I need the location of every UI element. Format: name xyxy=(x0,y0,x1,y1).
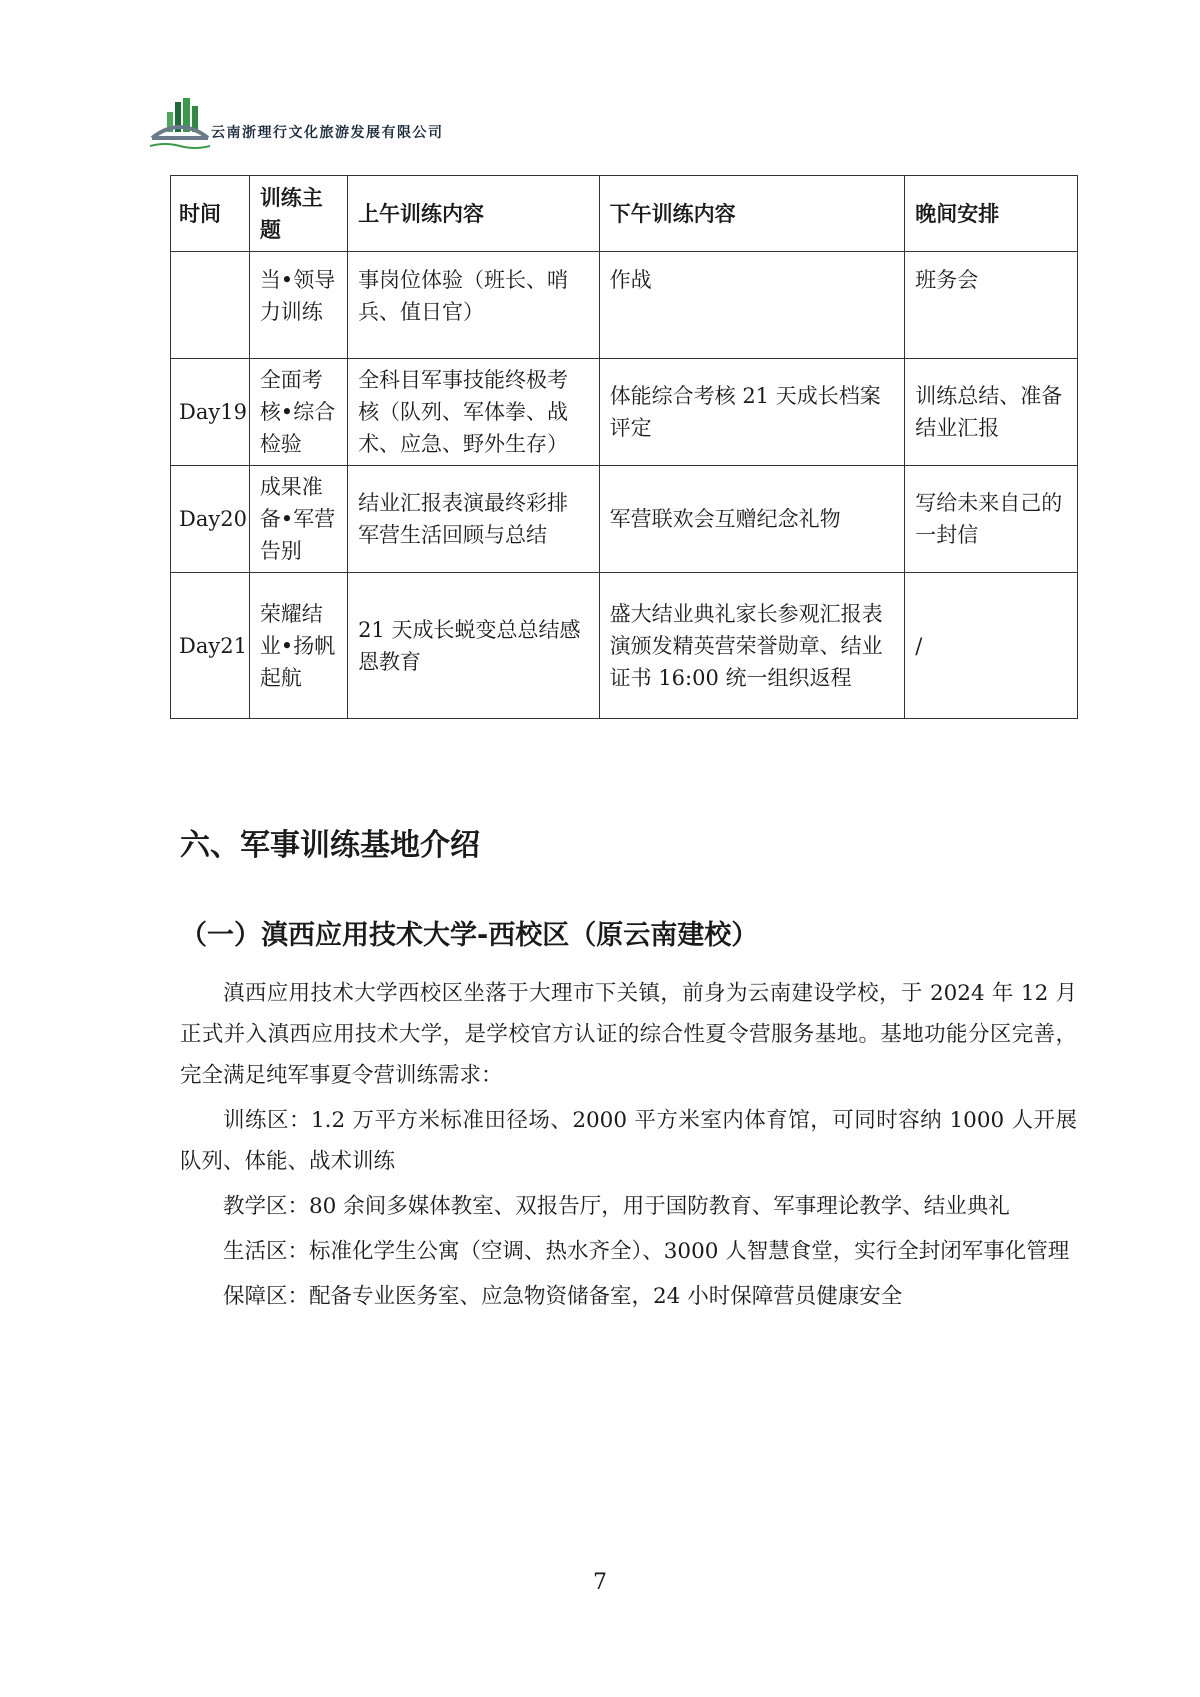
section-body xyxy=(180,973,1077,1321)
company-logo-icon xyxy=(150,96,210,150)
cell-evening: / xyxy=(905,573,1078,719)
cell-morning: 结业汇报表演最终彩排军营生活回顾与总结 xyxy=(348,466,600,573)
training-schedule-table xyxy=(170,175,1078,719)
header-morning: 上午训练内容 xyxy=(348,176,600,252)
cell-afternoon: 军营联欢会互赠纪念礼物 xyxy=(599,466,905,573)
cell-theme: 成果准备•军营告别 xyxy=(249,466,347,573)
section-heading: 六、军事训练基地介绍 xyxy=(180,828,480,863)
table-row xyxy=(171,359,1078,466)
paragraph-training-area: 训练区：1.2 万平方米标准田径场、2000 平方米室内体育馆，可同时容纳 1000 人开展队列、体能、战术训练 xyxy=(180,1108,1077,1174)
cell-time: Day20 xyxy=(171,466,250,573)
cell-theme: 荣耀结业•扬帆起航 xyxy=(249,573,347,719)
paragraph-living-area: 生活区：标准化学生公寓（空调、热水齐全）、3000 人智慧食堂，实行全封闭军事化管理 xyxy=(223,1239,1070,1264)
table-row xyxy=(171,573,1078,719)
section-subheading: （一）滇西应用技术大学-西校区（原云南建校） xyxy=(180,920,759,951)
cell-evening: 训练总结、准备结业汇报 xyxy=(905,359,1078,466)
cell-afternoon: 体能综合考核 21 天成长档案评定 xyxy=(599,359,905,466)
paragraph-intro: 滇西应用技术大学西校区坐落于大理市下关镇，前身为云南建设学校，于 2024 年 12 月正式并入滇西应用技术大学，是学校官方认证的综合性夏令营服务基地。基地功能分区完善，完全满足纯军事夏令营训练需求： xyxy=(180,981,1077,1088)
paragraph-teaching-area: 教学区：80 余间多媒体教室、双报告厅，用于国防教育、军事理论教学、结业典礼 xyxy=(223,1194,1010,1219)
cell-morning: 21 天成长蜕变总总结感恩教育 xyxy=(348,573,600,719)
table-row xyxy=(171,466,1078,573)
cell-afternoon: 作战 xyxy=(599,252,905,359)
header-time: 时间 xyxy=(171,176,250,252)
table-row xyxy=(171,252,1078,359)
page-number: 7 xyxy=(593,1570,607,1595)
cell-evening: 班务会 xyxy=(905,252,1078,359)
cell-theme: 当•领导力训练 xyxy=(249,252,347,359)
cell-time: Day19 xyxy=(171,359,250,466)
cell-morning: 事岗位体验（班长、哨兵、值日官） xyxy=(348,252,600,359)
header-afternoon: 下午训练内容 xyxy=(599,176,905,252)
header-evening: 晚间安排 xyxy=(905,176,1078,252)
cell-theme: 全面考核•综合检验 xyxy=(249,359,347,466)
cell-time xyxy=(171,252,250,359)
cell-time: Day21 xyxy=(171,573,250,719)
page-header xyxy=(150,96,444,156)
company-name: 云南浙理行文化旅游发展有限公司 xyxy=(211,125,444,141)
cell-evening: 写给未来自己的一封信 xyxy=(905,466,1078,573)
header-theme: 训练主题 xyxy=(249,176,347,252)
cell-afternoon: 盛大结业典礼家长参观汇报表演颁发精英营荣誉勋章、结业证书 16:00 统一组织返程 xyxy=(599,573,905,719)
paragraph-support-area: 保障区：配备专业医务室、应急物资储备室，24 小时保障营员健康安全 xyxy=(223,1284,903,1309)
table-header-row xyxy=(171,176,1078,252)
cell-morning: 全科目军事技能终极考核（队列、军体拳、战术、应急、野外生存） xyxy=(348,359,600,466)
